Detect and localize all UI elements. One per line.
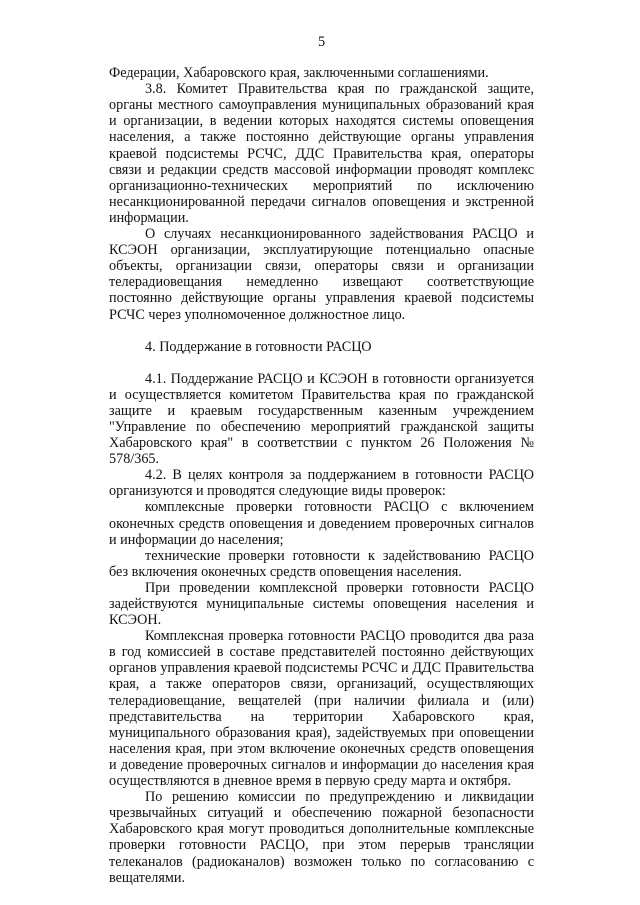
paragraph-4-2: 4.2. В целях контроля за поддержанием в готовности РАСЦО организуются и проводятся следующие виды проверок: [109,467,534,500]
paragraph-unauthorized-activation: О случаях несанкционированного задействования РАСЦО и КСЭОН организации, эксплуатирующие потенциально опасные объекты, организации связи, операторы связи и организации телерадиовещания немедленно извещают соответствующие постоянно действующие органы управления краевой подсистемы РСЧС через уполномоченное должностное лицо. [109,226,534,323]
paragraph-continuation: Федерации, Хабаровского края, заключенными соглашениями. [109,65,489,82]
paragraph-additional-checks: По решению комиссии по предупреждению и ликвидации чрезвычайных ситуаций и обеспечению пожарной безопасности Хабаровского края могут проводиться дополнительные комплексные проверки готовности РАСЦО, при этом перерыв трансляции телеканалов (радиоканалов) возможен только по согласованию с вещателями. [109,789,534,886]
paragraph-municipal-systems: При проведении комплексной проверки готовности РАСЦО задействуются муниципальные системы оповещения населения и КСЭОН. [109,579,534,629]
paragraph-4-1: 4.1. Поддержание РАСЦО и КСЭОН в готовности организуется и осуществляется комитетом Правительства края по гражданской защите и краевым государственным казенным учреждением "Управление по обеспечению мероприятий гражданской защиты Хабаровского края" в соответствии с пунктом 26 Положения № 578/365. [109,370,534,468]
paragraph-complex-checks: комплексные проверки готовности РАСЦО с включением оконечных средств оповещения и доведением проверочных сигналов и информации до населения; [109,499,534,548]
page-number: 5 [317,34,326,50]
paragraph-complex-check-schedule: Комплексная проверка готовности РАСЦО проводится два раза в год комиссией в составе представителей постоянно действующих органов управления краевой подсистемы РСЧС и ДДС Правительства края, а также операторов связи, организаций, осуществляющих телерадиовещание, вещателей (при наличии филиала и (или) представительства на территории Хабаровского края, муниципального образования края), задействуемых при оповещении населения края, при этом включение оконечных средств оповещения и доведение проверочных сигналов и информации до населения края осуществляются в дневное время в первую среду марта и октября. [109,628,534,790]
document-page [109,34,534,886]
section-heading-4: 4. Поддержание в готовности РАСЦО [145,338,372,355]
paragraph-3-8: 3.8. Комитет Правительства края по гражданской защите, органы местного самоуправления муниципальных образований края и организации, в ведении которых находятся системы оповещения населения, а также постоянно действующие органы управления краевой подсистемы РСЧС, ДДС Правительства края, операторы связи и редакции средств массовой информации проводят комплекс организационно-технических мероприятий по исключению несанкционированной передачи сигналов оповещения и экстренной информации. [109,81,534,226]
paragraph-technical-checks: технические проверки готовности к задействованию РАСЦО без включения оконечных средств оповещения населения. [109,547,534,580]
